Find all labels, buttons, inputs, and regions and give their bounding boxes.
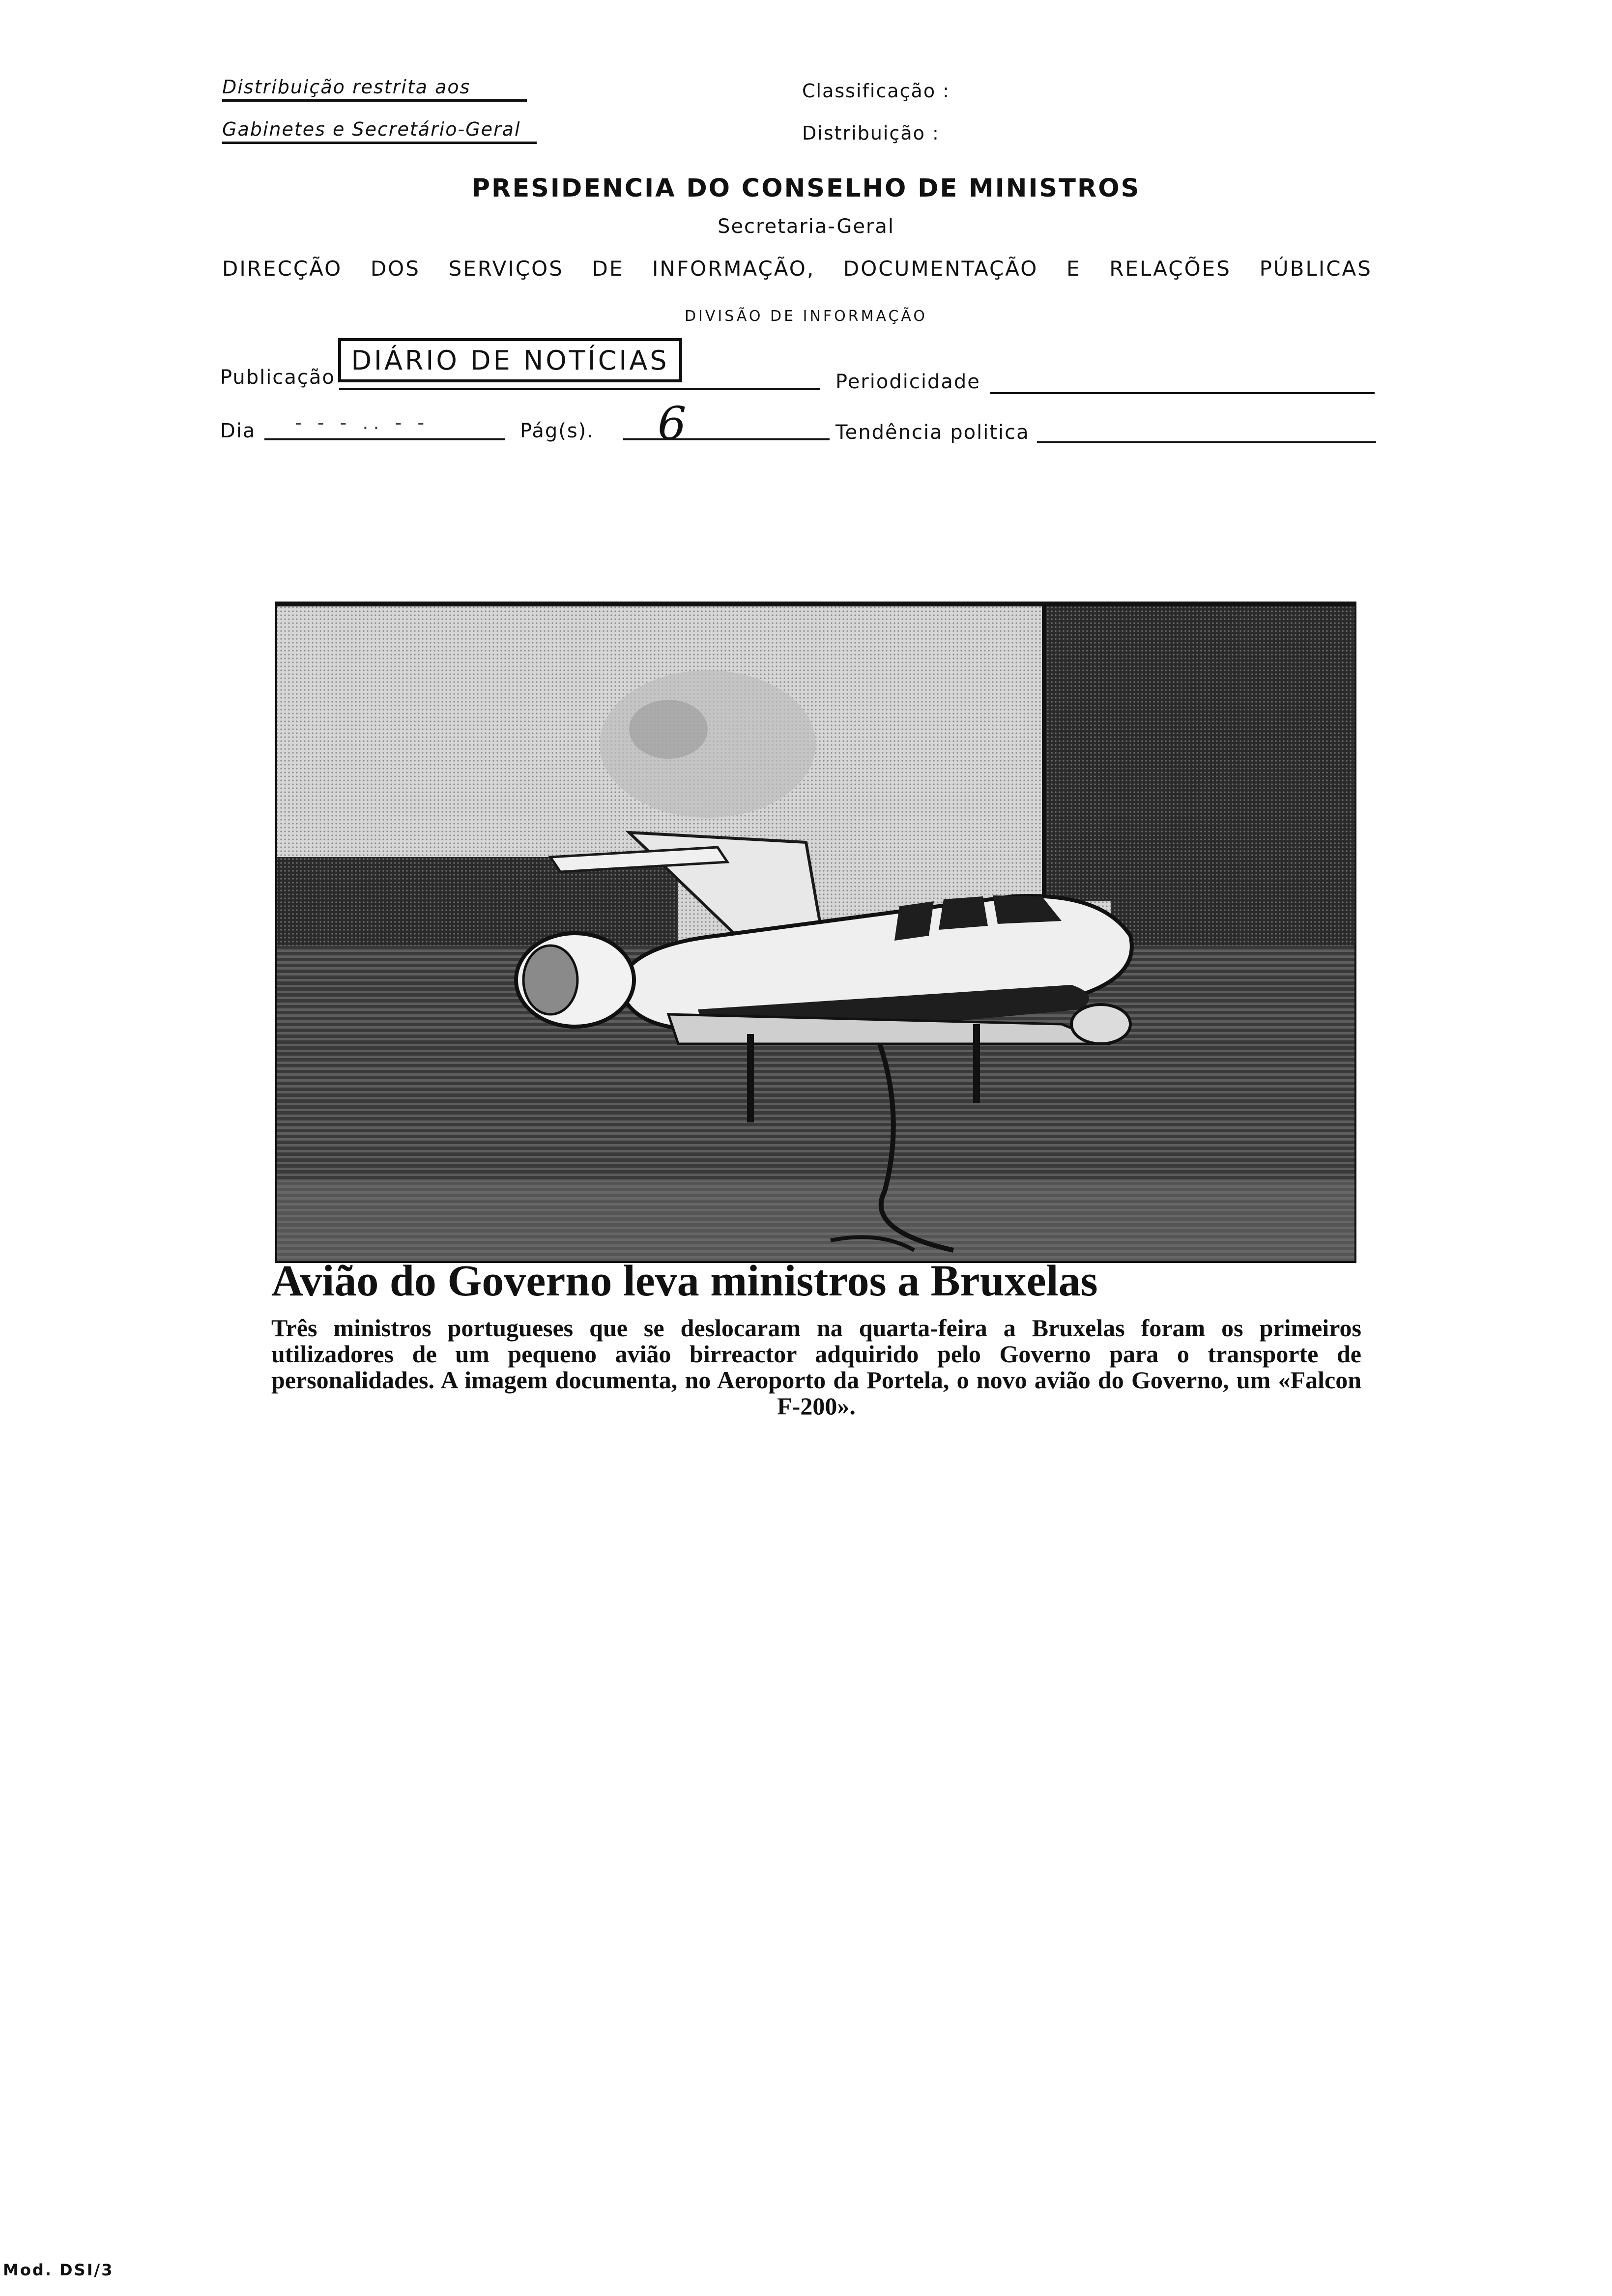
secretariat-subtitle: Secretaria-Geral	[717, 215, 894, 238]
division-label: DIVISÃO DE INFORMAÇÃO	[684, 308, 928, 325]
day-label: Dia	[220, 420, 256, 442]
pages-value-handwritten: 6	[658, 397, 687, 450]
publication-underline	[339, 388, 820, 390]
article-body: Três ministros portugueses que se deslocaram na quarta-feira a Bruxelas foram os primeiros utilizadores de um pequeno avião birreactor adquirido pelo Governo para o transporte de personalidades. A imagem documenta, no Aeroporto da Portela, o novo avião do Governo, um «Falcon F-200».	[271, 1314, 1361, 1420]
day-underline	[264, 438, 505, 440]
directorate-word: INFORMAÇÃO,	[652, 257, 815, 281]
directorate-word: E	[1066, 257, 1081, 281]
publication-label: Publicação	[220, 366, 335, 389]
directorate-word: SERVIÇOS	[448, 257, 564, 281]
directorate-word: DOS	[370, 257, 420, 281]
publication-stamp: DIÁRIO DE NOTÍCIAS	[338, 338, 682, 382]
directorate-word: PÚBLICAS	[1259, 257, 1372, 281]
day-value: - - - .. - -	[295, 412, 430, 433]
directorate-line	[222, 257, 1372, 281]
periodicity-underline	[990, 392, 1375, 394]
directorate-word: DIRECÇÃO	[222, 257, 343, 281]
classification-label: Classificação :	[802, 80, 950, 102]
form-code: Mod. DSI/3	[3, 2261, 114, 2279]
directorate-word: DOCUMENTAÇÃO	[843, 257, 1038, 281]
aircraft-photo-graphic	[275, 602, 1356, 1263]
distribution-restriction-line-1: Distribuição restrita aos	[222, 78, 527, 102]
directorate-word: RELAÇÕES	[1109, 257, 1231, 281]
aircraft-photo	[275, 602, 1356, 1263]
political-tendency-label: Tendência politica	[835, 421, 1030, 444]
directorate-word: DE	[592, 257, 624, 281]
pages-underline	[623, 438, 830, 440]
political-tendency-underline	[1037, 441, 1376, 443]
distribution-label: Distribuição :	[802, 122, 940, 144]
organization-title: PRESIDENCIA DO CONSELHO DE MINISTROS	[471, 174, 1141, 203]
article-headline: Avião do Governo leva ministros a Bruxelas	[271, 1257, 1098, 1305]
distribution-restriction-line-2: Gabinetes e Secretário-Geral	[222, 120, 537, 144]
periodicity-label: Periodicidade	[835, 371, 980, 393]
pages-label: Pág(s).	[520, 420, 594, 442]
